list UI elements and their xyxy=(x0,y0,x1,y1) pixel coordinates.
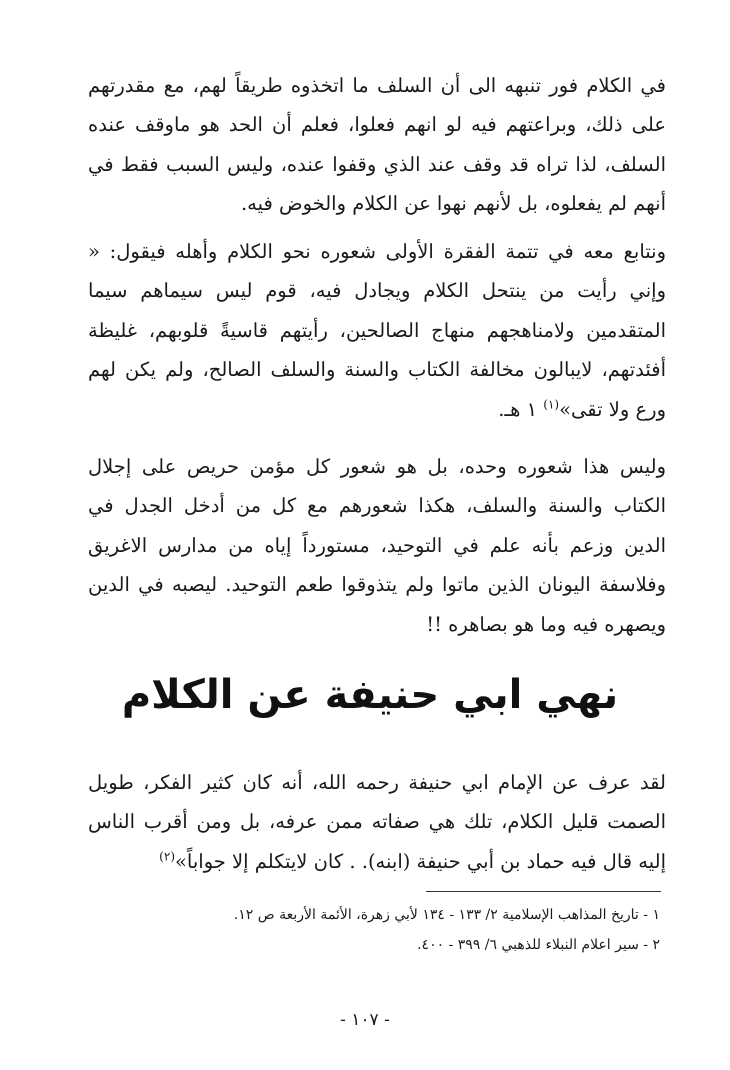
paragraph-text: لقد عرف عن الإمام ابي حنيفة رحمه الله، أنه كان كثير الفكر، طويل الصمت قليل الكلام، تلك هي صفاته ممن عرفه، بل ومن أقرب الناس إليه قال فيه حماد بن أبي حنيفة (ابنه). . كان لايتكلم إلا جواباً» xyxy=(88,771,666,873)
paragraph-text: ونتابع معه في تتمة الفقرة الأولى شعوره نحو الكلام وأهله فيقول: « وإني رأيت من ينتحل الكلام ويجادل فيه، قوم ليس سيماهم سيما المتقدمين ولامناهجهم منهاج الصالحين، رأيتهم قاسيةً قلوبهم، غليظة أفئدتهم، لايبالون مخالفة الكتاب والسنة والسلف الصالح، ولم يكن لهم ورع ولا تقى» xyxy=(88,240,666,421)
footnotes xyxy=(100,900,660,960)
footnote-separator xyxy=(426,891,661,892)
paragraph-text: وليس هذا شعوره وحده، بل هو شعور كل مؤمن حريص على إجلال الكتاب والسنة والسلف، هكذا شعورهم مع كل من أدخل الجدل في الدين وزعم بأنه علم في التوحيد، مستورداً إياه من مدارس الاغريق وفلاسفة اليونان الذين ماتوا ولم يتذوقوا طعم التوحيد. ليصبه في الدين ويصهره فيه وما هو بصاهره !! xyxy=(88,455,666,636)
paragraph xyxy=(88,763,666,881)
footnote-ref[interactable]: (٢) xyxy=(159,849,175,864)
paragraph xyxy=(88,447,666,644)
paragraph-text: في الكلام فور تنبهه الى أن السلف ما اتخذوه طريقاً لهم، مع مقدرتهم على ذلك، وبراعتهم فيه لو انهم فعلوا، فعلم أن الحد هو ماوقف عنده السلف، لذا تراه قد وقف عند الذي وقفوا عنده، وليس السبب فقط في أنهم لم يفعلوه، بل لأنهم نهوا عن الكلام والخوض فيه. xyxy=(88,74,666,216)
section-heading: نهي ابي حنيفة عن الكلام xyxy=(121,672,619,718)
paragraph xyxy=(88,66,666,224)
quote-paragraph xyxy=(88,232,666,429)
paragraph-tail: ١ هـ. xyxy=(498,397,544,421)
footnote-item: ٢ - سير اعلام النبلاء للذهبي ٦/ ٣٩٩ - ٤٠٠. xyxy=(417,937,660,953)
footnote-item: ١ - تاريخ المذاهب الإسلامية ٢/ ١٣٣ - ١٣٤ لأبي زهرة، الأئمة الأربعة ص ١٢. xyxy=(233,907,660,923)
page-number: - ١٠٧ - xyxy=(340,1010,390,1030)
footnote-ref[interactable]: (١) xyxy=(543,397,560,412)
